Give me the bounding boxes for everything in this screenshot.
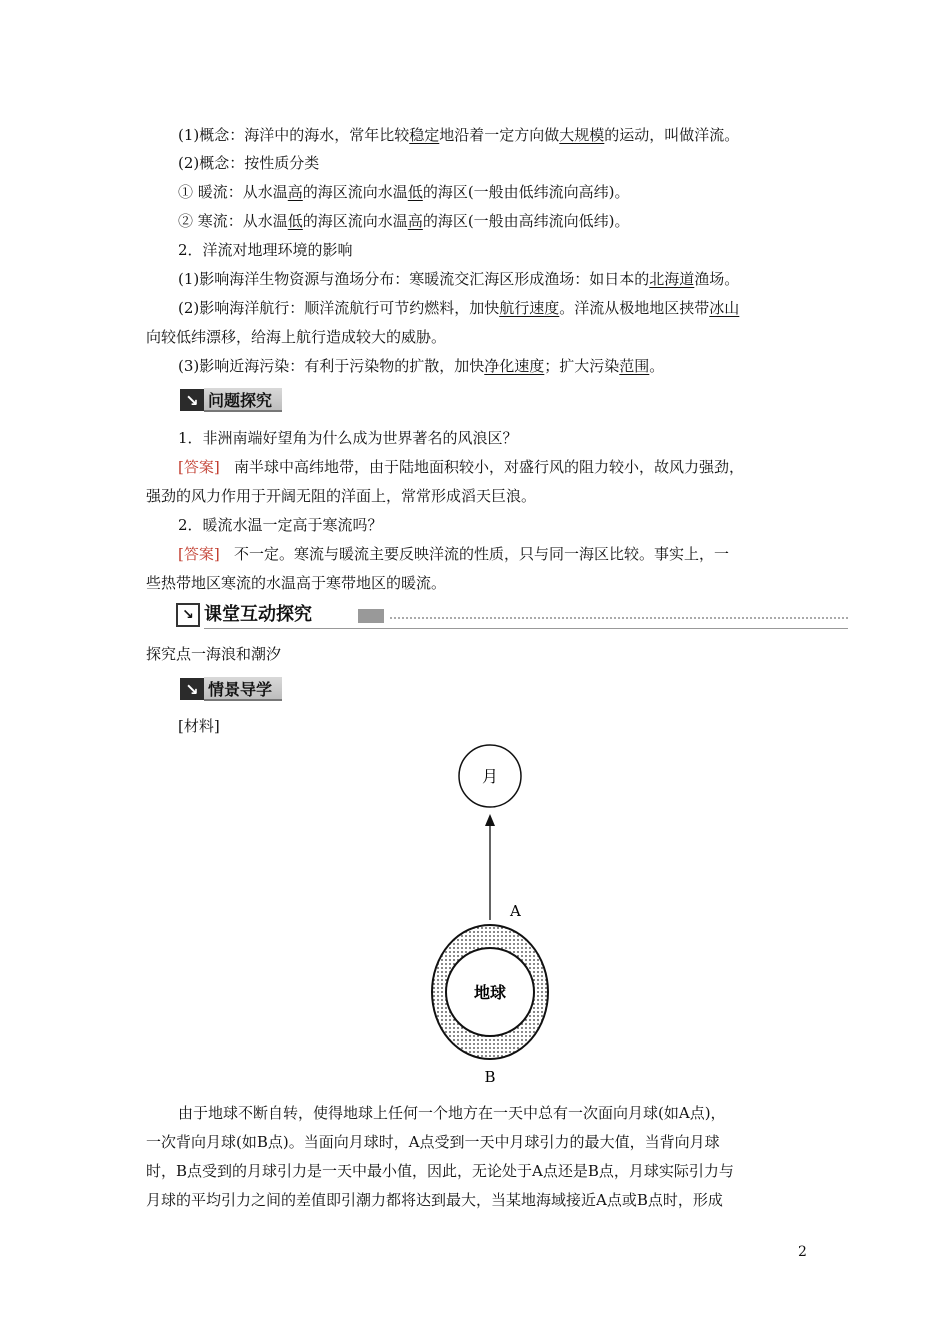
- paragraph-warm-current: [178, 181, 630, 203]
- answer-2-line-2: 些热带地区寒流的水温高于寒带地区的暖流。: [146, 574, 447, 592]
- text: (1)概念：海洋中的海水，常年比较: [178, 126, 410, 144]
- arrow-icon: ↘: [176, 603, 200, 627]
- point-b-label: B: [484, 1068, 496, 1086]
- underlined-term: 冰山: [709, 299, 740, 317]
- answer-tag: [答案]: [178, 545, 220, 563]
- text: 不一定。寒流与暖流主要反映洋流的性质，只与同一海区比较。事实上，一: [234, 545, 730, 563]
- underlined-term: 净化速度: [484, 357, 545, 375]
- paragraph-fishery: [178, 268, 739, 290]
- text: ① 暖流：从水温: [178, 183, 288, 201]
- paragraph-navigation-cont: 向较低纬漂移，给海上航行造成较大的威胁。: [146, 328, 447, 346]
- heading-current-influence: 2．洋流对地理环境的影响: [178, 241, 353, 259]
- banner-title: 问题探究: [204, 388, 282, 412]
- decor-dotted-line: [390, 617, 848, 619]
- text: 渔场。: [694, 270, 740, 288]
- answer-tag: [答案]: [178, 458, 220, 476]
- underlined-term: 高: [287, 183, 303, 201]
- underlined-term: 稳定: [409, 126, 440, 144]
- point-a-label: A: [510, 902, 521, 920]
- text: ；扩大污染: [544, 357, 620, 375]
- text: 地沿着一定方向做: [439, 126, 560, 144]
- decor-underline: [204, 628, 848, 629]
- underlined-term: 低: [287, 212, 303, 230]
- text: 。: [649, 357, 665, 375]
- question-2: 2．暖流水温一定高于寒流吗？: [178, 516, 383, 534]
- text: 。洋流从极地地区挟带: [559, 299, 710, 317]
- text: (3)影响近海污染：有利于污染物的扩散，加快: [178, 357, 485, 375]
- section-header-classroom: [176, 601, 848, 629]
- text: 南半球中高纬地带，由于陆地面积较小，对盛行风的阻力较小，故风力强劲，: [234, 458, 745, 476]
- banner-title: 情景导学: [204, 677, 282, 701]
- explore-point-title: 探究点一海浪和潮汐: [146, 645, 282, 663]
- text: (2)影响海洋航行：顺洋流航行可节约燃料，加快: [178, 299, 500, 317]
- paragraph-tide-line-3: 时，B点受到的月球引力是一天中最小值，因此，无论处于A点还是B点，月球实际引力与: [146, 1162, 734, 1180]
- paragraph-concept-1: [178, 124, 739, 146]
- earth-moon-diagram: [420, 742, 560, 1092]
- paragraph-tide-line-4: 月球的平均引力之间的差值即引潮力都将达到最大，当某地海域接近A点或B点时，形成: [146, 1191, 723, 1209]
- moon-label: 月: [481, 767, 499, 786]
- paragraph-concept-2: (2)概念：按性质分类: [178, 154, 320, 172]
- text: 的海区流向水温: [302, 183, 408, 201]
- section-title: 课堂互动探究: [204, 604, 312, 625]
- paragraph-tide-line-2: 一次背向月球(如B点)。当面向月球时，A点受到一天中月球引力的最大值，当背向月球: [146, 1133, 720, 1151]
- answer-2-line-1: [178, 543, 729, 565]
- underlined-term: 低: [407, 183, 423, 201]
- banner-question-explore: [180, 388, 282, 412]
- answer-1-line-1: [178, 456, 744, 478]
- arrow-icon: ↘: [180, 678, 204, 700]
- text: 的海区流向水温: [302, 212, 408, 230]
- underlined-term: 范围: [619, 357, 650, 375]
- text: ② 寒流：从水温: [178, 212, 288, 230]
- paragraph-tide-line-1: 由于地球不断自转，使得地球上任何一个地方在一天中总有一次面向月球(如A点)，: [178, 1104, 726, 1122]
- decor-block: [358, 609, 384, 623]
- text: 的运动，叫做洋流。: [604, 126, 740, 144]
- underlined-term: 航行速度: [499, 299, 560, 317]
- arrow-icon: ↘: [180, 389, 204, 411]
- text: 的海区(一般由高纬流向低纬)。: [422, 212, 630, 230]
- paragraph-navigation: [178, 297, 739, 319]
- earth-label: 地球: [473, 983, 507, 1002]
- text: 的海区(一般由低纬流向高纬)。: [422, 183, 630, 201]
- underlined-term: 北海道: [649, 270, 695, 288]
- material-label: [材料]: [178, 717, 220, 735]
- underlined-term: 高: [407, 212, 423, 230]
- text: (1)影响海洋生物资源与渔场分布：寒暖流交汇海区形成渔场：如日本的: [178, 270, 650, 288]
- question-1: 1．非洲南端好望角为什么成为世界著名的风浪区？: [178, 429, 518, 447]
- paragraph-cold-current: [178, 210, 630, 232]
- banner-scenario-guide: [180, 677, 282, 701]
- arrow-head-icon: [485, 814, 495, 826]
- answer-1-line-2: 强劲的风力作用于开阔无阻的洋面上，常常形成滔天巨浪。: [146, 487, 537, 505]
- page-number: 2: [798, 1244, 807, 1260]
- paragraph-pollution: [178, 355, 664, 377]
- underlined-term: 大规模: [559, 126, 605, 144]
